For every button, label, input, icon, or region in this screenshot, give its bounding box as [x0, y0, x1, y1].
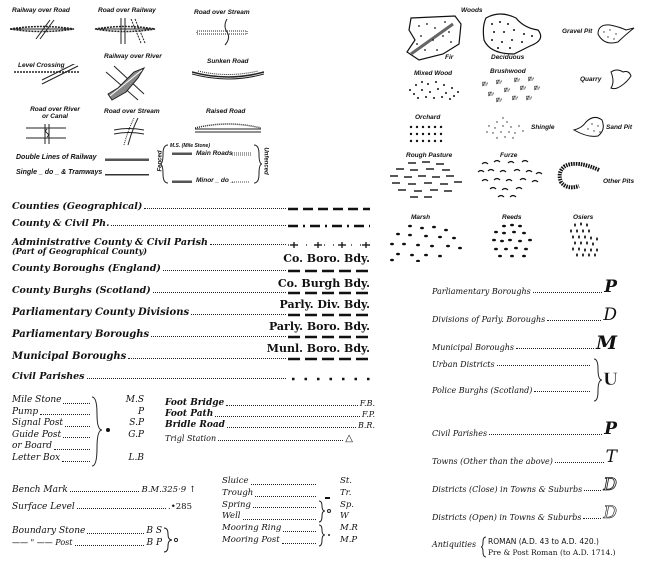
boundary-parly-boroughs	[12, 318, 370, 340]
path-abbr: F.P.	[361, 410, 375, 419]
trough-symbol	[325, 497, 330, 499]
road-over-railway-symbol	[93, 17, 157, 45]
label-minor-do: Minor _ do _	[196, 177, 235, 184]
feature-surface-level	[12, 502, 192, 512]
lettering-urban-districts	[432, 360, 592, 369]
label-sunken-road: Sunken Road	[207, 58, 249, 65]
svg-text:ᵺᶡ: ᵺᶡ	[512, 95, 519, 102]
label-other-pits: Other Pits	[603, 178, 635, 185]
surface-level-label: Surface Level	[12, 502, 75, 512]
lettering-symbol: T	[605, 447, 617, 467]
label-road-over-stream-2: Road over Stream	[104, 108, 160, 115]
path-label: Foot Path	[165, 409, 214, 419]
lettering-symbol: D	[603, 305, 617, 325]
boundary-label: Civil Parishes	[12, 371, 85, 382]
feature-sluice	[222, 476, 318, 488]
mixed-wood-symbol	[404, 78, 462, 102]
bdy-abbr: Co. Boro. Bdy.	[283, 252, 370, 265]
abbr-lb: L.B	[128, 452, 144, 463]
boundary-label: County Boroughs (England)	[12, 263, 161, 274]
water-label: Spring	[222, 499, 251, 510]
boundary-civil-parishes	[12, 362, 370, 382]
raised-road-symbol	[195, 122, 261, 134]
urban-brace	[593, 358, 603, 402]
label-rough-pasture: Rough Pasture	[406, 152, 453, 159]
label-mixed-wood: Mixed Wood	[414, 70, 453, 77]
boundary-label: Administrative County & Civil Parish	[12, 237, 208, 248]
lettering-civil-parishes	[432, 410, 617, 438]
path-abbr: F.B.	[359, 399, 375, 408]
bdy-abbr: Parly. Boro. Bdy.	[268, 320, 370, 333]
label-sand-pit: Sand Pit	[606, 124, 633, 131]
osiers-symbol	[567, 222, 601, 258]
svg-text:ᵺᶡ: ᵺᶡ	[528, 76, 535, 83]
paths-list	[165, 398, 375, 444]
boundary-markers	[12, 525, 162, 549]
boundary-county-boroughs	[12, 252, 370, 274]
abbr-mooring-post: M.P	[340, 534, 358, 545]
county-civil-line-symbol	[288, 223, 370, 229]
svg-text:ᵺᶡ: ᵺᶡ	[488, 91, 495, 98]
spring-well-brace	[318, 500, 334, 524]
boundary-post-abbr: B P	[146, 538, 162, 548]
gravel-pit-symbol	[596, 22, 636, 46]
svg-text:ᵺᶡ: ᵺᶡ	[504, 87, 511, 94]
munl-boro-line-symbol	[288, 356, 370, 362]
water-label: Sluice	[222, 476, 249, 486]
marsh-symbol	[388, 222, 464, 262]
label-railway-over-river: Railway over River	[104, 53, 162, 60]
feature-label: Letter Box	[12, 452, 61, 463]
path-label: Foot Bridge	[165, 398, 225, 408]
rough-pasture-symbol	[388, 160, 464, 200]
lettering-towns	[432, 438, 617, 466]
label-quarry: Quarry	[580, 76, 602, 83]
abbr-trough: Tr.	[340, 487, 352, 498]
unfenced-brace	[252, 144, 262, 184]
boundary-parly-county-div	[12, 296, 370, 318]
feature-or-board	[12, 441, 92, 453]
label-single-tramways: Single _ do _ & Tramways	[16, 169, 103, 176]
label-fenced: Fenced	[157, 150, 164, 172]
lettering-label: Urban Districts	[432, 360, 495, 369]
reeds-symbol	[490, 222, 534, 258]
label-road-over-river-canal: Road over River or Canal	[30, 106, 80, 120]
path-trig-station	[165, 433, 353, 444]
water-label: Mooring Ring	[222, 523, 282, 534]
admin-county-note: (Part of Geographical County)	[12, 246, 148, 256]
admin-county-line-symbol	[288, 242, 370, 248]
abbr-well: W	[340, 511, 349, 522]
lettering-label: Towns (Other than the above)	[432, 457, 553, 466]
feature-label: or Board	[12, 441, 53, 452]
water-features	[222, 476, 318, 547]
antiquities-brace	[481, 536, 487, 558]
bench-mark-value: B.M.325·9 ↑	[141, 485, 196, 495]
boundary-label: County & Civil Ph.	[12, 218, 110, 229]
abbr-ms: M.S	[125, 395, 144, 405]
boundary-counties	[12, 198, 370, 212]
lettering-label: Parliamentary Boroughs	[432, 287, 531, 296]
svg-text:ᵺᶡ: ᵺᶡ	[520, 85, 527, 92]
water-abbr-col	[340, 476, 358, 547]
lettering-symbol: P	[604, 419, 617, 439]
lettering-label: Police Burghs (Scotland)	[432, 386, 533, 395]
lettering-police-burghs	[432, 386, 592, 395]
lettering-parly-boroughs	[432, 268, 617, 296]
label-deciduous: Deciduous	[491, 54, 525, 61]
svg-text:ᵺᶡ: ᵺᶡ	[496, 79, 503, 86]
antiquities-entries	[488, 536, 616, 558]
boundary-county-burghs	[12, 274, 370, 296]
lettering-symbol: M	[595, 332, 617, 354]
lettering-symbol: U	[603, 370, 618, 390]
label-unfenced: Unfenced	[262, 147, 269, 175]
path-label: Bridle Road	[165, 420, 225, 430]
surface-level-value: .•285	[168, 502, 192, 512]
road-over-stream-symbol	[195, 18, 249, 46]
lettering-districts-open	[432, 494, 617, 522]
label-railway-over-road: Railway over Road	[12, 7, 70, 14]
feature-guide-post	[12, 430, 92, 442]
features-group-1	[12, 395, 92, 465]
feature-letter-box	[12, 453, 92, 465]
boundary-stone-abbr: B S	[146, 526, 162, 536]
feature-label: Pump	[12, 406, 39, 417]
abbr-spring: Sp.	[340, 499, 354, 510]
woods-fir-symbol	[405, 14, 467, 62]
lettering-list	[432, 268, 617, 522]
label-main-roads: Main Roads	[196, 150, 233, 157]
lettering-municipal-boroughs	[432, 324, 617, 352]
path-abbr: B.R.	[358, 421, 375, 430]
boundary-stone-label: Boundary Stone	[12, 526, 86, 536]
counties-line-symbol	[288, 206, 370, 212]
other-pits-symbol	[557, 162, 601, 192]
label-fir: Fir	[445, 54, 454, 61]
lettering-urban-police	[432, 352, 617, 410]
label-woods: Woods	[461, 7, 483, 14]
boundaries-list	[12, 198, 370, 382]
water-label: Well	[222, 511, 241, 522]
boundary-municipal-boroughs	[12, 340, 370, 362]
trig-triangle-icon: △	[345, 433, 353, 444]
lettering-symbol: P	[604, 277, 617, 297]
label-gravel-pit: Gravel Pit	[562, 28, 593, 35]
abbr-sluice: St.	[340, 476, 352, 486]
features-abbr-col	[118, 395, 144, 465]
label-road-over-railway: Road over Railway	[98, 7, 156, 14]
single-railway-symbol	[105, 173, 149, 177]
feature-boundary-post	[12, 537, 162, 549]
civil-parishes-line-symbol	[288, 376, 370, 382]
lettering-div-parly-boroughs	[432, 296, 617, 324]
abbr-sp: S.P	[129, 418, 144, 429]
dot-symbol	[106, 428, 110, 432]
path-foot-bridge	[165, 398, 375, 409]
path-bridle-road	[165, 420, 375, 431]
label-brushwood: Brushwood	[490, 68, 526, 75]
svg-text:ᵺᶡ: ᵺᶡ	[496, 97, 503, 104]
features-brace	[90, 396, 104, 468]
abbr-p: P	[137, 406, 144, 417]
main-road-unfenced-symbol	[232, 152, 252, 156]
lettering-label: Municipal Boroughs	[432, 343, 514, 352]
feature-spring	[222, 500, 318, 512]
boundary-label: Counties (Geographical)	[12, 201, 143, 212]
feature-boundary-stone	[12, 525, 162, 537]
label-double-lines-railway: Double Lines of Railway	[16, 154, 97, 161]
label-orchard: Orchard	[415, 114, 441, 121]
feature-mooring-ring	[222, 523, 318, 535]
orchard-symbol	[408, 124, 444, 146]
feature-bench-mark	[12, 485, 196, 495]
shingle-symbol	[483, 116, 527, 142]
boundary-post-label: —— " —— Post	[12, 538, 73, 547]
level-crossing-symbol	[14, 64, 80, 86]
boundary-label: County Burghs (Scotland)	[12, 285, 151, 296]
bench-mark-label: Bench Mark	[12, 485, 68, 495]
road-over-river-canal-symbol	[26, 123, 66, 145]
feature-mile-stone	[12, 395, 92, 407]
quarry-symbol	[607, 68, 633, 92]
brushwood-symbol	[480, 76, 542, 104]
feature-label: Guide Post	[12, 429, 62, 440]
antiquities-pre-post: Pre & Post Roman (to A.D. 1714.)	[488, 548, 616, 557]
railway-over-river-symbol	[104, 64, 148, 102]
woods-deciduous-symbol	[480, 12, 546, 56]
svg-text:ᵺᶡ: ᵺᶡ	[534, 85, 541, 92]
sunken-road-symbol	[192, 68, 264, 84]
water-label: Trough	[222, 487, 254, 498]
sand-pit-symbol	[572, 114, 606, 138]
path-foot-path	[165, 409, 375, 420]
feature-label: Signal Post	[12, 418, 64, 429]
path-label: Trigl Station	[165, 434, 217, 443]
antiquities-roman: ROMAN (A.D. 43 to A.D. 420.)	[488, 537, 599, 546]
feature-trough	[222, 488, 318, 500]
svg-text:ᵺᶡ: ᵺᶡ	[482, 81, 489, 88]
antiquities-label: Antiquities	[432, 540, 477, 549]
boundary-label: Parliamentary Boroughs	[12, 329, 150, 340]
road-over-stream-2-symbol	[114, 118, 144, 146]
lettering-symbol: D	[603, 503, 617, 523]
feature-pump	[12, 407, 92, 419]
mooring-brace	[318, 524, 334, 548]
label-level-crossing: Level Crossing	[18, 62, 65, 69]
boundary-label: Municipal Boroughs	[12, 351, 127, 362]
label-ms-mile-stone: M.S. (Mile Stone)	[170, 143, 210, 149]
double-railway-symbol	[105, 158, 149, 162]
bdy-abbr: Parly. Div. Bdy.	[279, 298, 370, 311]
lettering-label: Districts (Close) in Towns & Suburbs	[432, 485, 583, 494]
svg-text:ᵺᶡ: ᵺᶡ	[526, 95, 533, 102]
svg-text:ᵺᶡ: ᵺᶡ	[514, 77, 521, 84]
feature-mooring-post	[222, 535, 318, 547]
label-marsh: Marsh	[411, 214, 431, 221]
feature-signal-post	[12, 418, 92, 430]
lettering-label: Divisions of Parly. Boroughs	[432, 315, 546, 324]
label-road-over-stream-1: Road over Stream	[194, 9, 250, 16]
label-raised-road: Raised Road	[206, 108, 246, 115]
abbr-mooring-ring: M.R	[340, 523, 358, 534]
label-osiers: Osiers	[573, 214, 594, 221]
lettering-symbol: D	[603, 475, 617, 495]
railway-over-road-symbol	[8, 18, 76, 40]
boundary-county-civil	[12, 212, 370, 229]
label-furze: Furze	[500, 152, 518, 159]
label-reeds: Reeds	[502, 214, 522, 221]
feature-well	[222, 511, 318, 523]
furze-symbol	[476, 158, 544, 200]
lettering-districts-close	[432, 466, 617, 494]
boundary-label: Parliamentary County Divisions	[12, 307, 190, 318]
bdy-abbr: Co. Burgh Bdy.	[277, 277, 370, 290]
label-shingle: Shingle	[531, 124, 555, 131]
minor-road-unfenced-symbol	[232, 180, 250, 184]
abbr-gp: G.P	[128, 429, 144, 440]
boundary-brace	[163, 527, 181, 553]
feature-label: Mile Stone	[12, 395, 62, 405]
water-label: Mooring Post	[222, 534, 280, 545]
abbr-blank	[118, 441, 144, 453]
minor-road-fenced-symbol	[172, 180, 192, 184]
bdy-abbr: Munl. Boro. Bdy.	[266, 342, 370, 355]
lettering-label: Civil Parishes	[432, 429, 488, 438]
lettering-label: Districts (Open) in Towns & Suburbs	[432, 513, 582, 522]
main-road-fenced-symbol	[172, 152, 192, 156]
